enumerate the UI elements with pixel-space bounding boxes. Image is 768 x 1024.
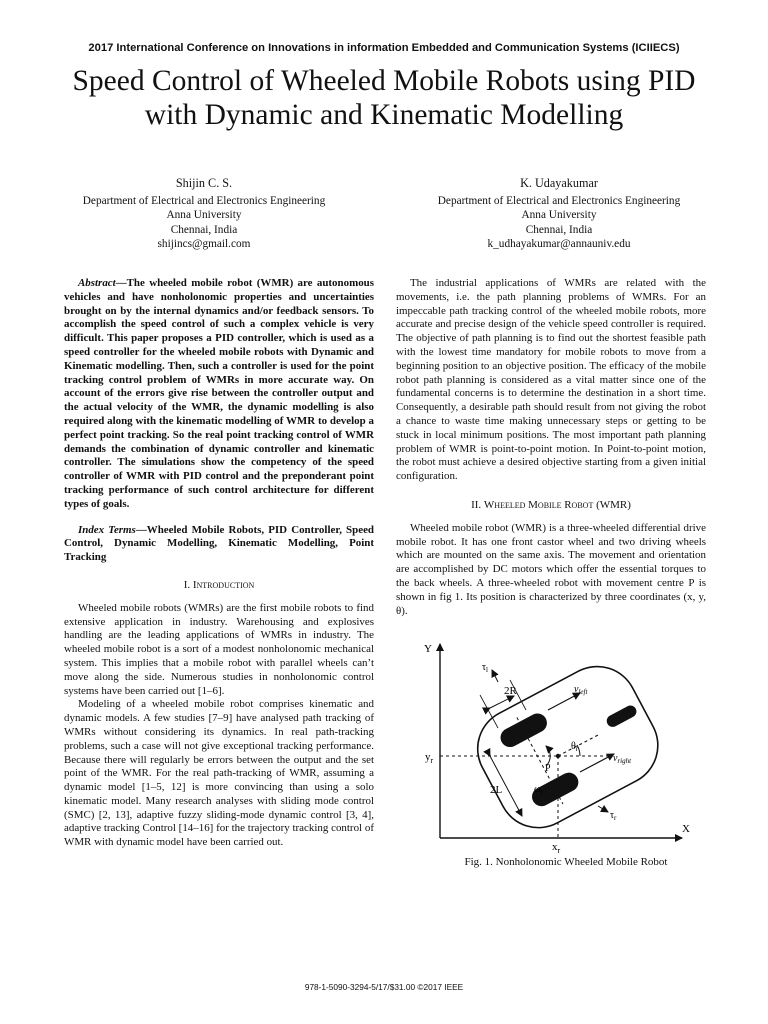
tau-left-label: $\tau_l$ <box>482 662 488 674</box>
intro-paragraph-1: Wheeled mobile robots (WMRs) are the first mobile robots to find extensive application in industry. Warehousing and explosives handling are the leading applications of WMRs in industry. The wheeled mobile robot is a sort of a modest nonholonomic mechanical system. This implies that a mobile robot with parallel wheels can’t move along the side. Numerous studies in nonholonomic control systems have been carried out [1–6]. <box>64 601 374 697</box>
y-axis-label: Y <box>424 643 432 655</box>
theta-label: $\theta_r$ <box>571 741 579 753</box>
author-block-1 <box>44 176 364 251</box>
tau-left-arrow <box>492 670 498 682</box>
v-right-label: $v_{right}$ <box>613 753 632 765</box>
author-email: k_udhayakumar@annauniv.edu <box>487 237 631 250</box>
title-line-1: Speed Control of Wheeled Mobile Robots using PID <box>72 65 696 97</box>
section-heading-wmr: II. Wheeled Mobile Robot (WMR) <box>471 498 631 511</box>
robot-body-group <box>464 652 672 841</box>
robot-body <box>464 652 672 841</box>
tau-right-label: $\tau_r$ <box>610 810 617 822</box>
section-heading-introduction: I. Introduction <box>183 578 255 591</box>
abstract-text: The wheeled mobile robot (WMR) are autonomous vehicles and have nonholonomic properties and uncertainties brought on by the internal dynamics and/or feedback sensors. To accomplish the speed control of such a complex vehicle is very difficult. This paper proposes a PID controller, which is used as a speed controller for the wheeled mobile robots with Dynamic and Kinematic modelling. Then, such a controller is used for the point tracking control problem of WMRs in more accurate way. On account of the errors give rise between the controller output and the actual velocity of the WMR, the dynamic modelling is also required along with the kinematic modelling of WMR to develop a perfect point tracking. So the real point tracking control of WMR demands the combination of dynamic controller and kinematic controller. The simulations show the competency of the speed controller of WMR with PID control and the preponderant point tracking performance of such control architecture for different types of goals. <box>64 277 374 510</box>
author-name: Shijin C. S. <box>175 176 233 190</box>
author-block-2 <box>399 176 719 251</box>
castor-wheel <box>605 703 639 729</box>
tau-right-arrow <box>598 806 608 812</box>
conference-name: 2017 International Conference on Innovations in information Embedded and Communication Systems (ICIIECS) <box>88 42 680 54</box>
x-axis-label: X <box>682 823 690 835</box>
title-line-2: with Dynamic and Kinematic Modelling <box>144 99 624 131</box>
v-right-arrow <box>580 754 614 772</box>
intro-paragraph-2: Modeling of a wheeled mobile robot comprises kinematic and dynamic models. A few studies [7–9] have analysed path tracking of WMRs without considering its dynamics. In real path-tracking problems, such a case will not give exceptional tracking performance. Because there will regularly be errors between the output and the set point of the WMR. For the real path-tracking of WMR, assuming a dynamic model [1–5, 12] is more convincing than using a solo kinematic model. Many research analyses with sliding mode control (SMC) [2, 13], adaptive fuzzy sliding-mode dynamic control [3, 4], adaptive tracking Control [14–16] for the trajectory tracking control of WMR with dynamic model have been carried out. <box>64 698 374 849</box>
intro-paragraph-3: The industrial applications of WMRs are related with the movements, i.e. the path planning problems of WMRs. For an impeccable path tracking control of the wheeled mobile robots, more accurate and precise design of the vehicle speed controller is required. The objective of path planning is to find out the shortest feasible path with the lowest time mandatory for mobile robots to move from a beginning position to an objective position. The efficacy of the mobile robot path planning is considered as a vital matter since one of the fundamental concerns is to determine the destination in a short time. Consequently, a desirable path should result from not giving the robot a chance to waste time making unnecessary steps or getting to be stuck in local minimum positions. The most important path planning problem of WMR is point-to-point motion. In Point-to-point motion, the robot must achieve a desired objective starting from a given initial configuration. <box>396 277 706 483</box>
page-footer: 978-1-5090-3294-5/17/$31.00 ©2017 IEEE <box>304 982 464 992</box>
author-email: shijincs@gmail.com <box>157 237 251 250</box>
index-terms-text: Wheeled Mobile Robots, PID Controller, Speed Control, Dynamic Modelling, Kinematic Modelling, Point Tracking <box>64 523 375 564</box>
wmr-diagram <box>418 640 698 855</box>
author-department: Department of Electrical and Electronics Engineering <box>82 195 326 208</box>
author-location: Chennai, India <box>525 223 593 236</box>
yr-label: $y_r$ <box>425 751 434 765</box>
two-l-label: 2L <box>490 784 503 796</box>
abstract <box>64 277 374 512</box>
two-r-dimension <box>490 696 514 708</box>
abstract-label: Abstract <box>78 277 116 289</box>
index-terms-dash: — <box>135 523 147 536</box>
author-university: Anna University <box>166 209 242 222</box>
index-terms-label: Index Terms <box>78 523 136 536</box>
left-column <box>64 277 374 850</box>
two-r-tick-1 <box>480 695 498 728</box>
index-terms <box>64 524 374 565</box>
v-left-label: $v_{left}$ <box>574 684 588 696</box>
omega-label: $\omega_r$ <box>534 784 543 796</box>
author-name: K. Udayakumar <box>520 176 598 190</box>
paper-title <box>20 64 748 132</box>
author-department: Department of Electrical and Electronics Engineering <box>437 195 681 208</box>
wmr-paragraph: Wheeled mobile robot (WMR) is a three-wheeled differential drive mobile robot. It has one front castor wheel and two driving wheels which are mounted on the same axis. The movement and orientation are accomplished by DC motors which offer the essential torques to the back wheels. A three-wheeled robot with movement centre P is shown in fig 1. Its position is characterized by three coordinates (x, y, θ). <box>396 521 706 617</box>
v-left-arrow <box>548 693 580 710</box>
xr-label: $x_r$ <box>552 841 561 855</box>
p-label: P <box>545 763 551 774</box>
author-university: Anna University <box>521 209 597 222</box>
abstract-dash: — <box>115 277 127 289</box>
right-column <box>396 277 706 618</box>
two-r-label: 2R <box>504 685 517 697</box>
author-location: Chennai, India <box>170 223 238 236</box>
heading-line <box>558 734 600 756</box>
figure-caption: Fig. 1. Nonholonomic Wheeled Mobile Robot <box>464 856 668 868</box>
